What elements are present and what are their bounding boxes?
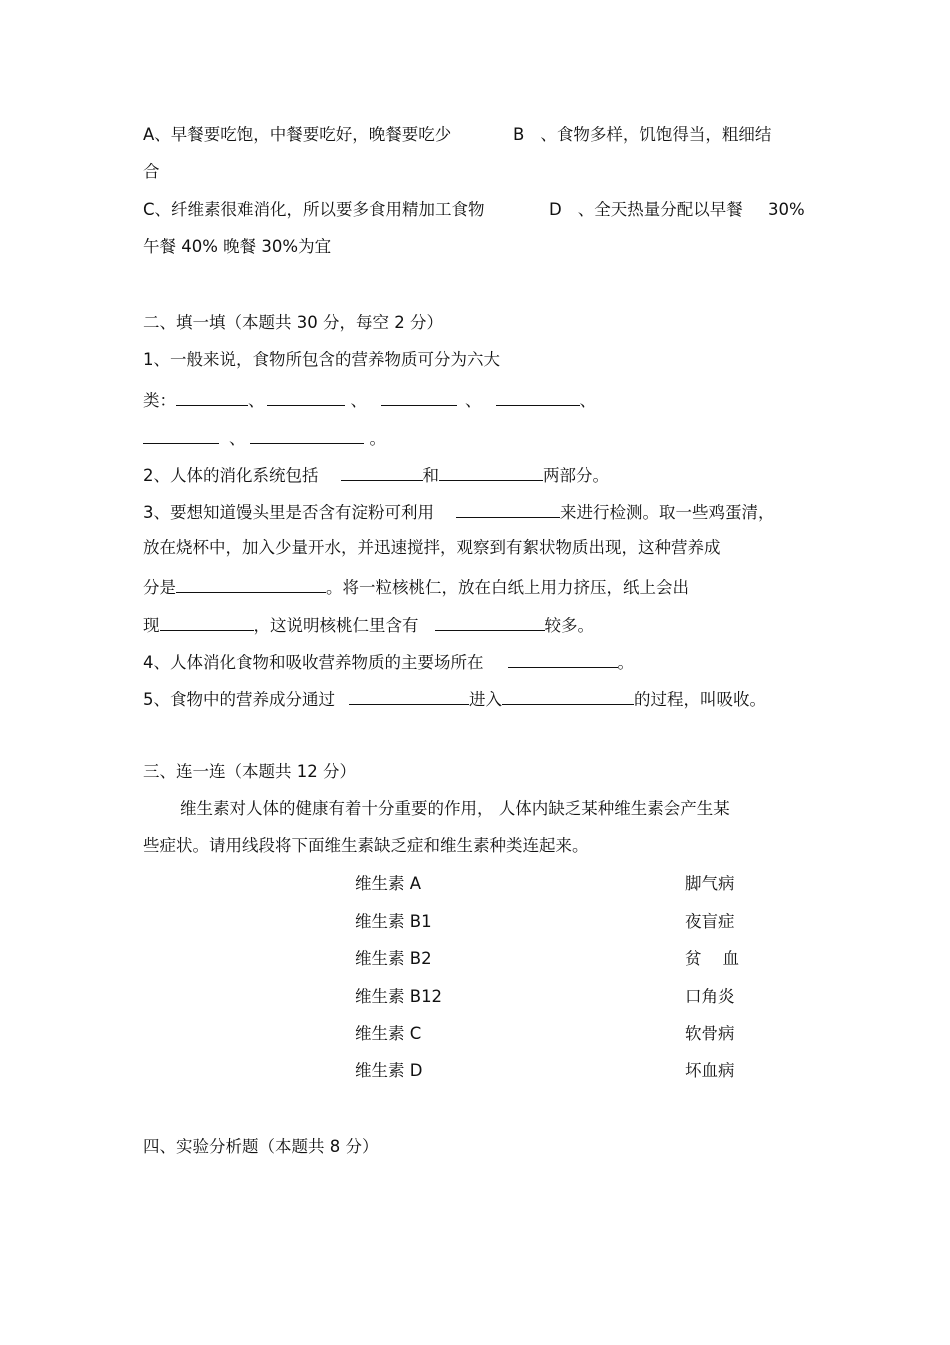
blank-6[interactable]: [250, 425, 364, 444]
vitamin-b12[interactable]: 维生素 B12: [355, 987, 443, 1006]
q2-2: 2、人体的消化系统包括 和 两部分。: [143, 462, 609, 487]
vitamin-b2[interactable]: 维生素 B2: [355, 949, 432, 968]
q2-1-line1: 1、一般来说，食物所包含的营养物质可分为六大: [143, 350, 500, 369]
blank-1[interactable]: [176, 387, 248, 406]
blank-4[interactable]: [496, 387, 580, 406]
disease-beriberi[interactable]: 脚气病: [685, 874, 735, 893]
option-b-label: B: [513, 125, 525, 144]
section3-heading: 三、连一连（本题共 12 分）: [143, 762, 356, 781]
option-c-text: C、纤维素很难消化，所以要多食用精加工食物: [143, 200, 485, 219]
option-a-text: A、早餐要吃饱，中餐要吃好，晚餐要吃少: [143, 125, 452, 144]
blank-13[interactable]: [508, 649, 618, 668]
section3-intro-line1: 维生素对人体的健康有着十分重要的作用， 人体内缺乏某种维生素会产生某: [180, 799, 730, 818]
blank-11[interactable]: [160, 612, 254, 631]
blank-8[interactable]: [439, 462, 543, 481]
blank-3[interactable]: [381, 387, 457, 406]
vitamin-a[interactable]: 维生素 A: [355, 874, 422, 893]
q2-3-line2: 放在烧杯中，加入少量开水，并迅速搅拌，观察到有絮状物质出现，这种营养成: [143, 538, 721, 557]
vitamin-d[interactable]: 维生素 D: [355, 1061, 423, 1080]
blank-5[interactable]: [143, 425, 219, 444]
option-d-percent: 30%: [768, 200, 805, 219]
q2-3-line4: 现 ，这说明核桃仁里含有 较多。: [143, 612, 594, 637]
disease-scurvy[interactable]: 坏血病: [685, 1061, 735, 1080]
option-d-continuation: 午餐 40% 晚餐 30%为宜: [143, 237, 332, 256]
option-b: [513, 124, 771, 146]
vitamin-c[interactable]: 维生素 C: [355, 1024, 422, 1043]
blank-2[interactable]: [267, 387, 345, 406]
q2-1-line3: 、 。: [143, 425, 386, 450]
q2-4: 4、人体消化食物和吸收营养物质的主要场所在 。: [143, 649, 634, 674]
option-c: [143, 199, 485, 221]
blank-9[interactable]: [456, 499, 560, 518]
option-d-text: 、全天热量分配以早餐: [577, 200, 743, 219]
disease-night-blindness[interactable]: 夜盲症: [685, 912, 735, 931]
option-d: [549, 199, 743, 221]
option-d-label: D: [549, 200, 562, 219]
section3-intro-line2: 些症状。请用线段将下面维生素缺乏症和维生素种类连起来。: [143, 836, 589, 855]
section2-heading: 二、填一填（本题共 30 分，每空 2 分）: [143, 313, 443, 332]
blank-12[interactable]: [435, 612, 545, 631]
option-a: [143, 124, 451, 146]
q2-1-line2: 类： 、 、 、 、: [143, 387, 596, 412]
blank-15[interactable]: [502, 686, 634, 705]
blank-7[interactable]: [341, 462, 423, 481]
disease-anemia[interactable]: 贫 血: [685, 949, 739, 968]
disease-rickets[interactable]: 软骨病: [685, 1024, 735, 1043]
disease-angular-cheilitis[interactable]: 口角炎: [685, 987, 735, 1006]
q2-3-line1: 3、要想知道馒头里是否含有淀粉可利用 来进行检测。取一些鸡蛋清，: [143, 499, 775, 524]
option-b-text: 、食物多样，饥饱得当，粗细结: [540, 125, 772, 144]
section4-heading: 四、实验分析题（本题共 8 分）: [143, 1137, 379, 1156]
blank-14[interactable]: [349, 686, 469, 705]
q2-5: 5、食物中的营养成分通过 进入 的过程，叫吸收。: [143, 686, 766, 711]
option-b-continuation: 合: [143, 162, 160, 181]
vitamin-b1[interactable]: 维生素 B1: [355, 912, 432, 931]
q2-3-line3: 分是 。将一粒核桃仁，放在白纸上用力挤压，纸上会出: [143, 574, 689, 599]
blank-10[interactable]: [176, 574, 326, 593]
